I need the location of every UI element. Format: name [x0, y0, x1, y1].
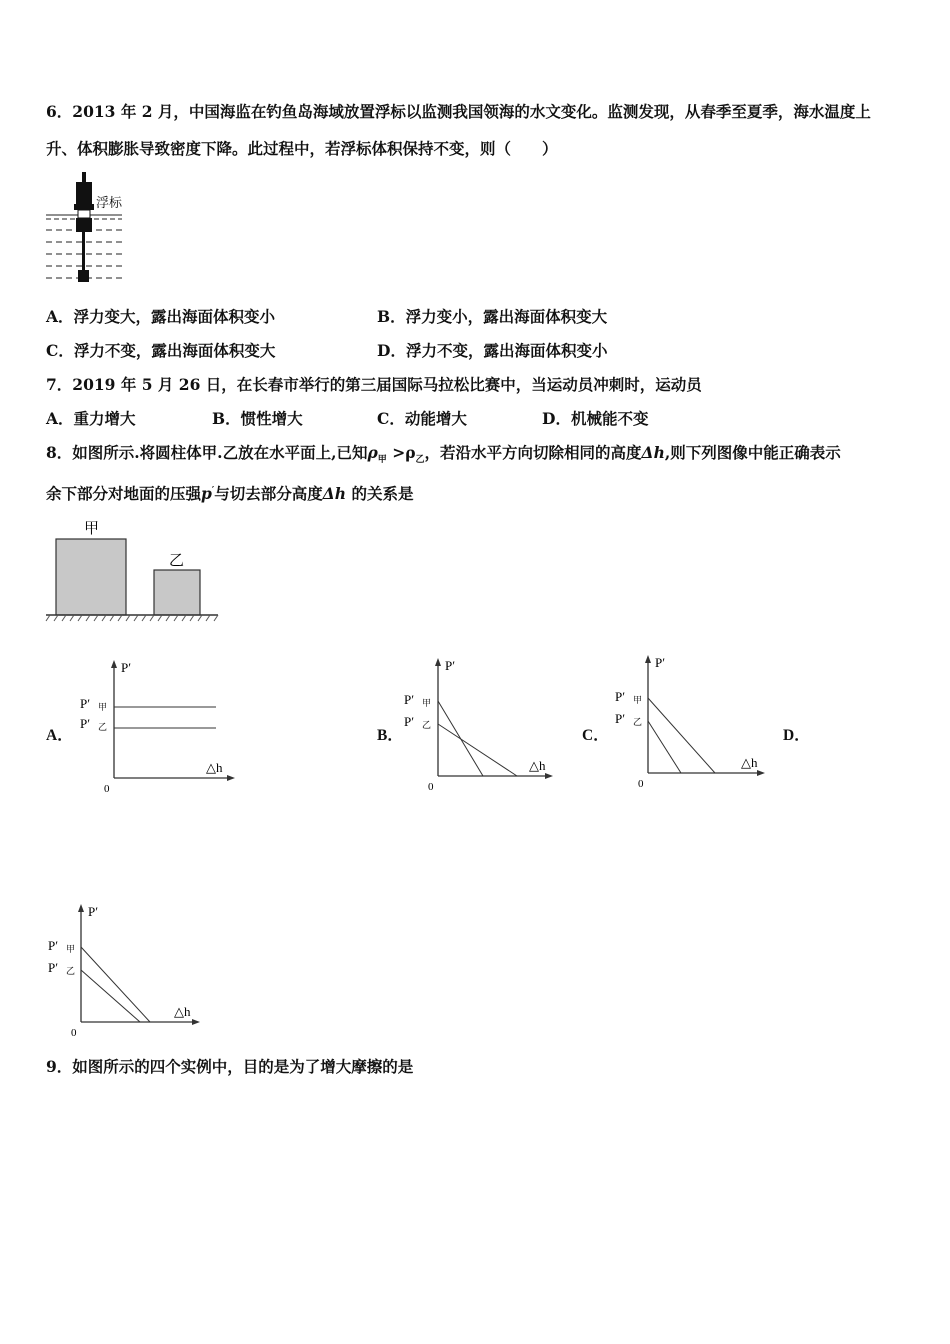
- graph-d[interactable]: [44, 902, 214, 1042]
- q8-text-b: ，若沿水平方向切除相同的高度: [424, 443, 642, 462]
- block-yi-label: 乙: [169, 553, 185, 569]
- buoy-figure: [44, 170, 134, 290]
- p-jia-label: P′: [80, 696, 91, 711]
- p-jia-label: P′: [615, 689, 626, 704]
- p-jia-label: P′: [404, 692, 415, 707]
- p-jia-sub: 甲: [633, 695, 643, 705]
- rho-sub-yi: 乙: [415, 455, 425, 466]
- q8-text-d: 余下部分对地面的压强: [46, 484, 202, 504]
- q6-stem-line2: 升、体积膨胀导致密度下降。此过程中，若浮标体积保持不变，则（ ）: [46, 139, 558, 158]
- y-axis-label: P′: [445, 658, 456, 673]
- x-axis-label: △h: [741, 755, 758, 770]
- q6-option-d[interactable]: D．浮力不变，露出海面体积变小: [377, 341, 608, 360]
- x-axis-label: △h: [529, 758, 546, 773]
- q8-stem-line1: [46, 442, 841, 471]
- q8-text-e: 与切去部分高度: [214, 484, 323, 504]
- greater-than: >ρ: [386, 443, 416, 462]
- y-axis-label: P′: [88, 904, 99, 919]
- q6-option-c[interactable]: C．浮力不变，露出海面体积变大: [46, 341, 276, 360]
- q8-option-a-label[interactable]: A．: [46, 727, 73, 744]
- q7-option-b[interactable]: B．惯性增大: [212, 409, 303, 428]
- rho-sub-jia: 甲: [377, 455, 387, 466]
- p-prime: ′: [211, 486, 215, 496]
- q6-stem-line1: 6．2013 年 2 月，中国海监在钓鱼岛海域放置浮标以监测我国领海的水文变化。监测发现，从春季至夏季，海水温度上: [46, 102, 871, 121]
- buoy-label: 浮标: [96, 195, 123, 210]
- q6-option-b[interactable]: B．浮力变小，露出海面体积变大: [377, 307, 608, 326]
- x-axis-label: △h: [206, 760, 223, 775]
- origin-label: 0: [104, 783, 110, 795]
- q7-option-a[interactable]: A．重力增大: [46, 409, 136, 428]
- p-jia-label: P′: [48, 938, 59, 953]
- p-yi-label: P′: [80, 716, 91, 731]
- p-yi-sub: 乙: [633, 717, 643, 727]
- graph-a[interactable]: [76, 658, 246, 798]
- origin-label: 0: [638, 778, 644, 790]
- q8-stem-line2: [46, 480, 413, 505]
- graph-b[interactable]: [401, 656, 571, 796]
- cylinders-figure: [44, 515, 224, 625]
- q6-option-a[interactable]: A．浮力变大，露出海面体积变小: [46, 307, 276, 326]
- q8-text-a: 8．如图所示.将圆柱体甲.乙放在水平面上,已知: [46, 443, 368, 462]
- q7-option-d[interactable]: D．机械能不变: [542, 409, 649, 428]
- p-jia-sub: 甲: [422, 698, 432, 708]
- graph-c[interactable]: [611, 653, 781, 793]
- q7-stem: 7．2019 年 5 月 26 日，在长春市举行的第三届国际马拉松比赛中，当运动员冲刺时，运动员: [46, 375, 702, 394]
- y-axis-label: P′: [121, 660, 132, 675]
- p-jia-sub: 甲: [98, 702, 108, 712]
- p-yi-label: P′: [404, 714, 415, 729]
- p-yi-sub: 乙: [66, 966, 76, 976]
- x-axis-label: △h: [174, 1004, 191, 1019]
- q8-text-f: 的关系是: [346, 484, 414, 504]
- block-jia-label: 甲: [84, 521, 100, 537]
- p-yi-sub: 乙: [422, 720, 432, 730]
- delta-h-2: Δh: [322, 484, 347, 504]
- p-yi-label: P′: [615, 711, 626, 726]
- q8-option-c-label[interactable]: C．: [582, 727, 609, 744]
- rho-symbol: ρ: [367, 443, 378, 462]
- q7-option-c[interactable]: C．动能增大: [377, 409, 467, 428]
- q8-text-c: ,则下列图像中能正确表示: [664, 443, 841, 462]
- q8-option-d-label[interactable]: D．: [783, 727, 810, 744]
- q9-stem: 9．如图所示的四个实例中，目的是为了增大摩擦的是: [46, 1057, 414, 1076]
- p-yi-sub: 乙: [98, 722, 108, 732]
- q8-option-b-label[interactable]: B．: [377, 727, 403, 744]
- delta-h: Δh: [641, 443, 665, 462]
- p-yi-label: P′: [48, 960, 59, 975]
- origin-label: 0: [428, 781, 434, 793]
- p-symbol: p: [201, 484, 212, 504]
- p-jia-sub: 甲: [66, 944, 76, 954]
- origin-label: 0: [71, 1027, 77, 1039]
- y-axis-label: P′: [655, 655, 666, 670]
